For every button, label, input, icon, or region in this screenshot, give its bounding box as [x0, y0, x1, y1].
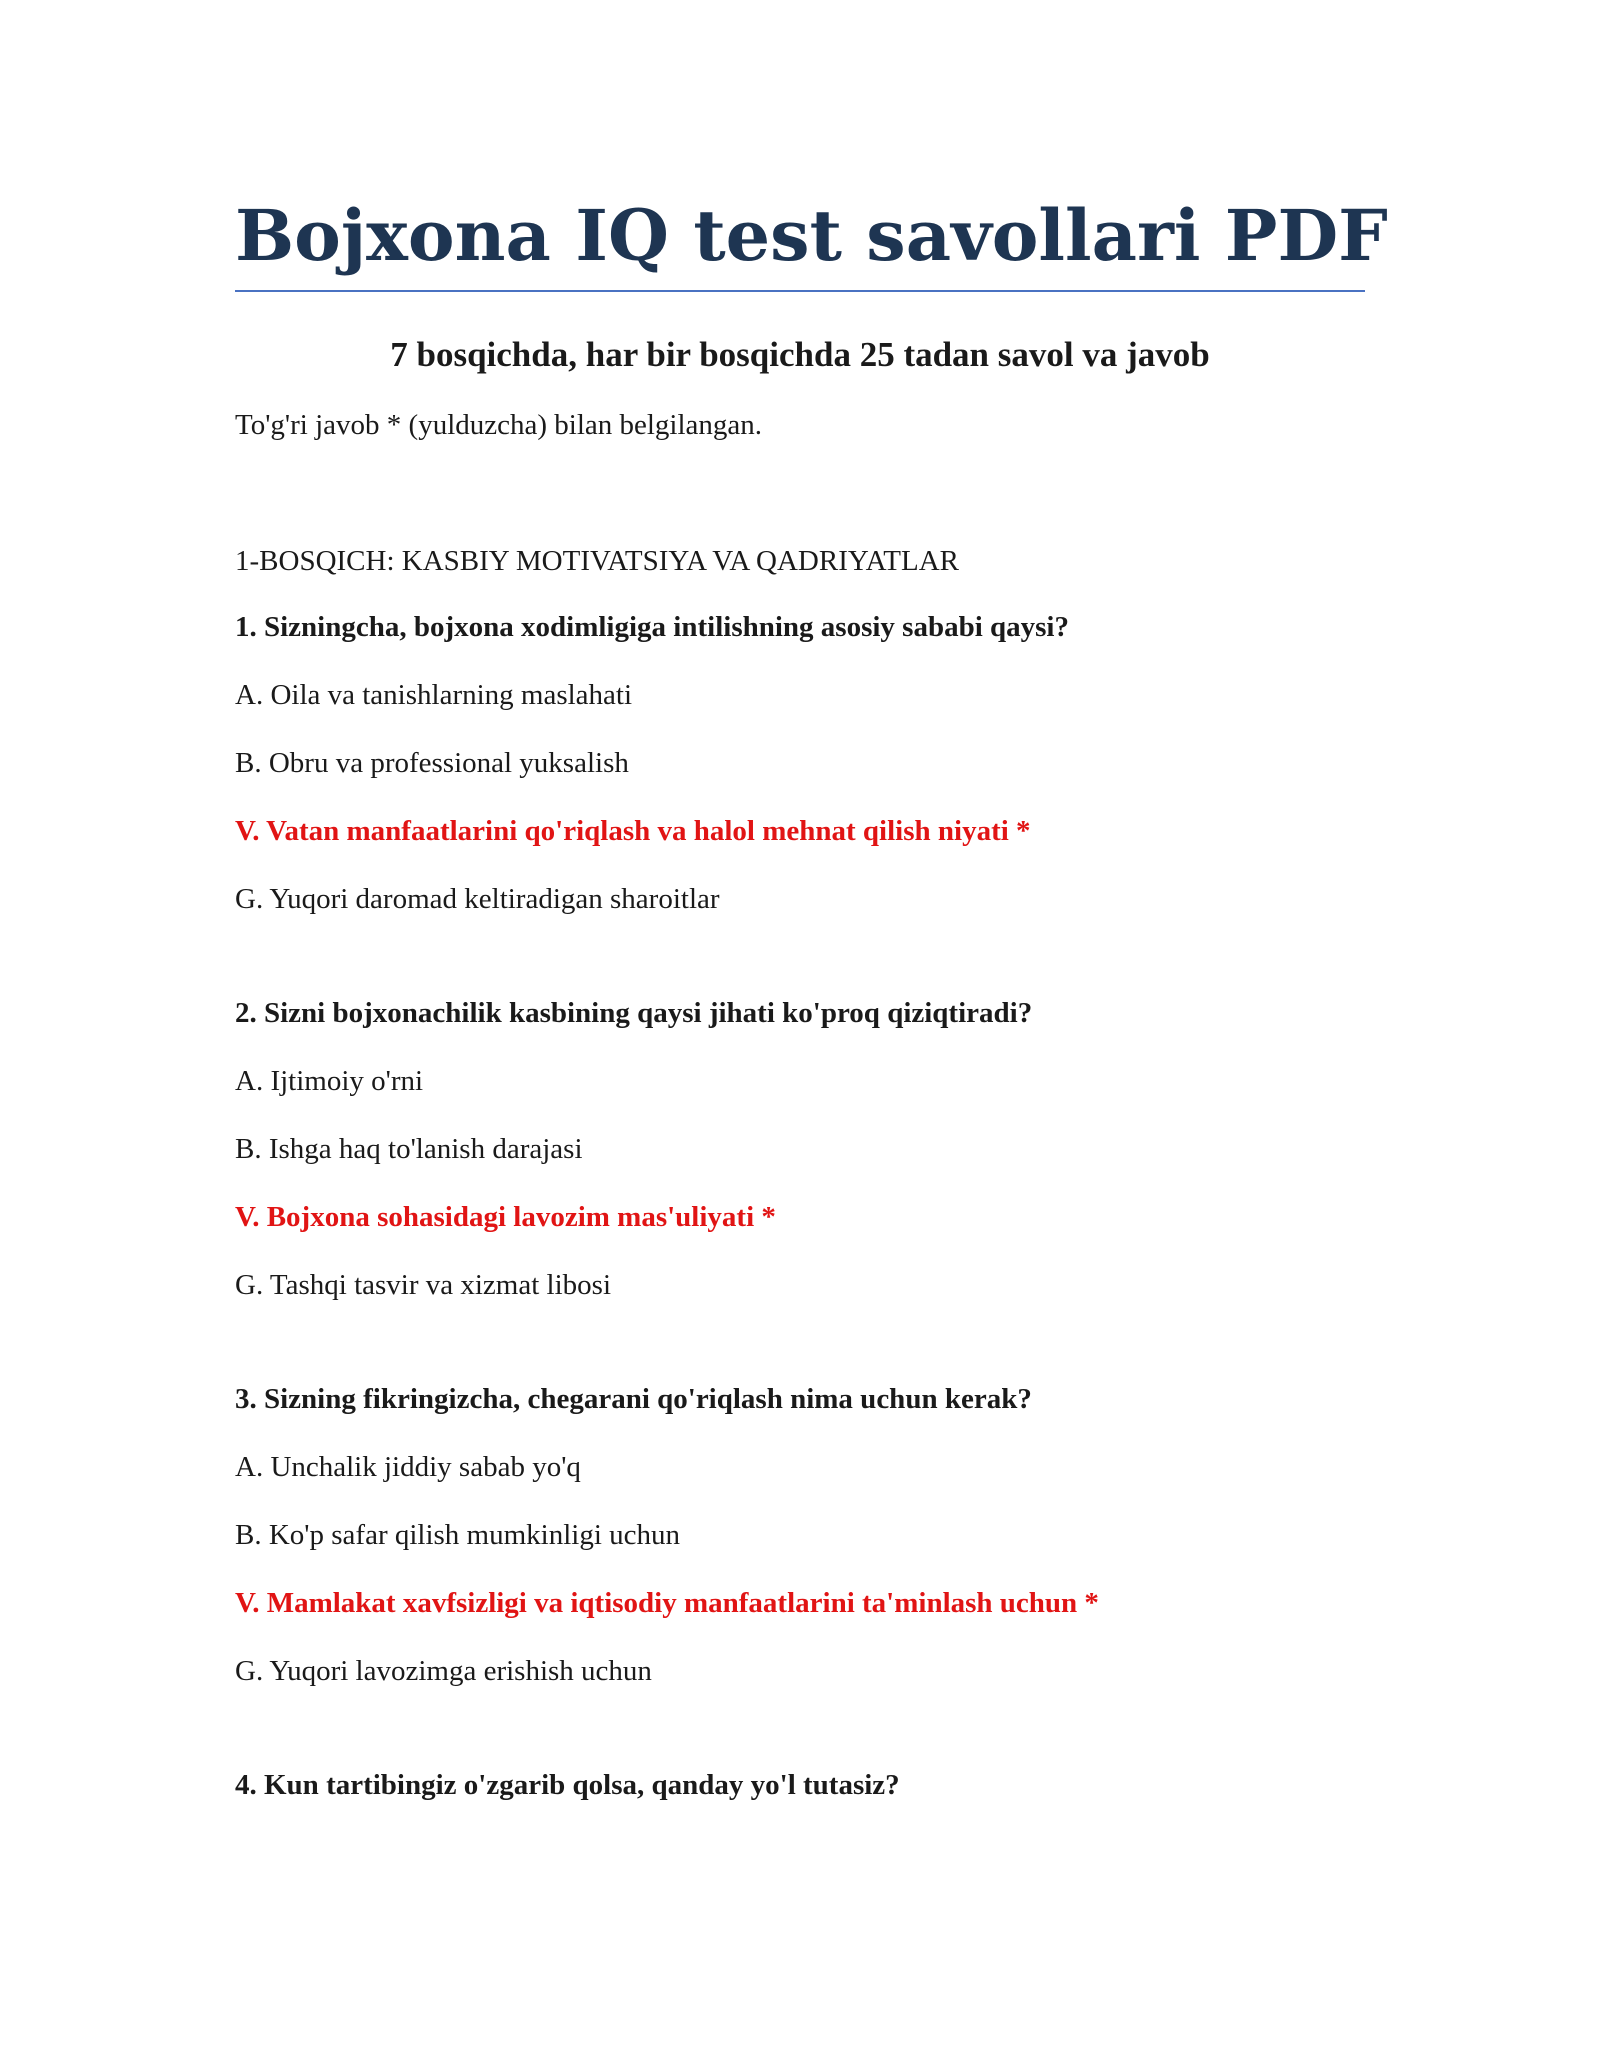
answer-option: B. Ko'p safar qilish mumkinligi uchun [235, 1519, 681, 1551]
answer-option: G. Tashqi tasvir va xizmat libosi [235, 1269, 611, 1301]
question-text: 1. Sizningcha, bojxona xodimligiga intilishning asosiy sababi qaysi? [235, 611, 1069, 643]
answer-option: G. Yuqori lavozimga erishish uchun [235, 1655, 652, 1687]
title-underline [235, 290, 1365, 292]
correct-answer-option: V. Bojxona sohasidagi lavozim mas'uliyati * [235, 1201, 776, 1233]
section-title: 1-BOSQICH: KASBIY MOTIVATSIYA VA QADRIYATLAR [235, 545, 960, 577]
question-block [235, 604, 1435, 922]
question-text: 2. Sizni bojxonachilik kasbining qaysi jihati ko'proq qiziqtiradi? [235, 997, 1033, 1029]
answer-option: B. Ishga haq to'lanish darajasi [235, 1133, 583, 1165]
answer-option: A. Oila va tanishlarning maslahati [235, 679, 633, 711]
answer-key-note: To'g'ri javob * (yulduzcha) bilan belgilangan. [235, 409, 763, 441]
answer-option: G. Yuqori daromad keltiradigan sharoitlar [235, 883, 720, 915]
question-block [235, 990, 1435, 1308]
question-list [235, 604, 1435, 1876]
question-block [235, 1762, 1435, 1808]
correct-answer-option: V. Mamlakat xavfsizligi va iqtisodiy manfaatlarini ta'minlash uchun * [235, 1587, 1099, 1619]
correct-answer-option: V. Vatan manfaatlarini qo'riqlash va halol mehnat qilish niyati * [235, 815, 1031, 847]
question-text: 4. Kun tartibingiz o'zgarib qolsa, qanday yo'l tutasiz? [235, 1769, 900, 1801]
document-title: Bojxona IQ test savollari PDF [235, 194, 1388, 277]
question-block [235, 1376, 1435, 1694]
document-subtitle: 7 bosqichda, har bir bosqichda 25 tadan savol va javob [390, 335, 1210, 374]
answer-option: A. Unchalik jiddiy sabab yo'q [235, 1451, 581, 1483]
answer-option: A. Ijtimoiy o'rni [235, 1065, 424, 1097]
question-text: 3. Sizning fikringizcha, chegarani qo'riqlash nima uchun kerak? [235, 1383, 1032, 1415]
answer-option: B. Obru va professional yuksalish [235, 747, 629, 779]
